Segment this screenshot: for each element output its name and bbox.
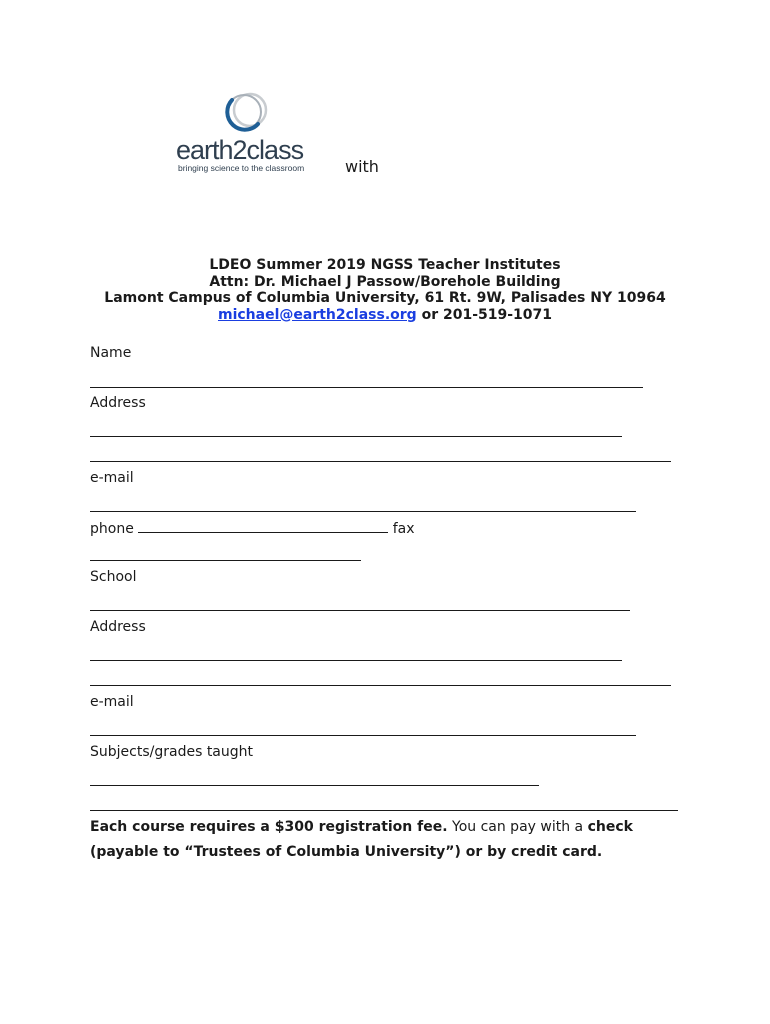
header-title: LDEO Summer 2019 NGSS Teacher Institutes	[209, 257, 561, 273]
pay-text: You can pay with a	[447, 819, 588, 835]
address-label: Address	[90, 395, 146, 411]
school-email-field[interactable]	[90, 723, 636, 740]
school-address-label: Address	[90, 619, 146, 635]
address-field-2[interactable]	[90, 449, 671, 466]
name-label: Name	[90, 345, 132, 361]
globe-rings-icon	[172, 88, 312, 138]
subjects-field-1[interactable]	[90, 773, 539, 790]
fax-field[interactable]	[90, 548, 361, 565]
header-attention: Attn: Dr. Michael J Passow/Borehole Building	[209, 273, 561, 290]
payable-text: (payable to “Trustees of Columbia University”) or by credit card.	[90, 844, 603, 860]
school-field[interactable]	[90, 598, 630, 615]
address-field-1[interactable]	[90, 424, 622, 441]
header-contact	[0, 307, 770, 324]
earth2class-logo	[172, 88, 312, 174]
logo-wordmark: earth2class	[176, 135, 304, 165]
header-address: Lamont Campus of Columbia University, 61 Rt. 9W, Palisades NY 10964	[104, 290, 666, 306]
phone-fax-row	[90, 520, 415, 537]
with-text: with	[345, 157, 379, 176]
name-field[interactable]	[90, 375, 643, 392]
email-field[interactable]	[90, 499, 636, 516]
email-label: e-mail	[90, 470, 134, 486]
phone-label: phone	[90, 521, 134, 537]
payment-note	[90, 815, 690, 865]
subjects-field-2[interactable]	[90, 798, 678, 815]
fee-text: Each course requires a $300 registration fee.	[90, 819, 448, 835]
fax-label: fax	[392, 521, 415, 537]
check-text: check	[587, 819, 633, 835]
email-link[interactable]: michael@earth2class.org	[217, 306, 417, 323]
school-email-label: e-mail	[90, 694, 134, 710]
contact-phone: or 201-519-1071	[416, 306, 553, 323]
document-header	[0, 257, 770, 323]
school-address-field-2[interactable]	[90, 673, 671, 690]
logo-tagline: bringing science to the classroom	[178, 163, 305, 173]
subjects-label: Subjects/grades taught	[90, 744, 254, 760]
school-address-field-1[interactable]	[90, 648, 622, 665]
phone-field[interactable]	[138, 520, 388, 533]
school-label: School	[90, 569, 137, 585]
